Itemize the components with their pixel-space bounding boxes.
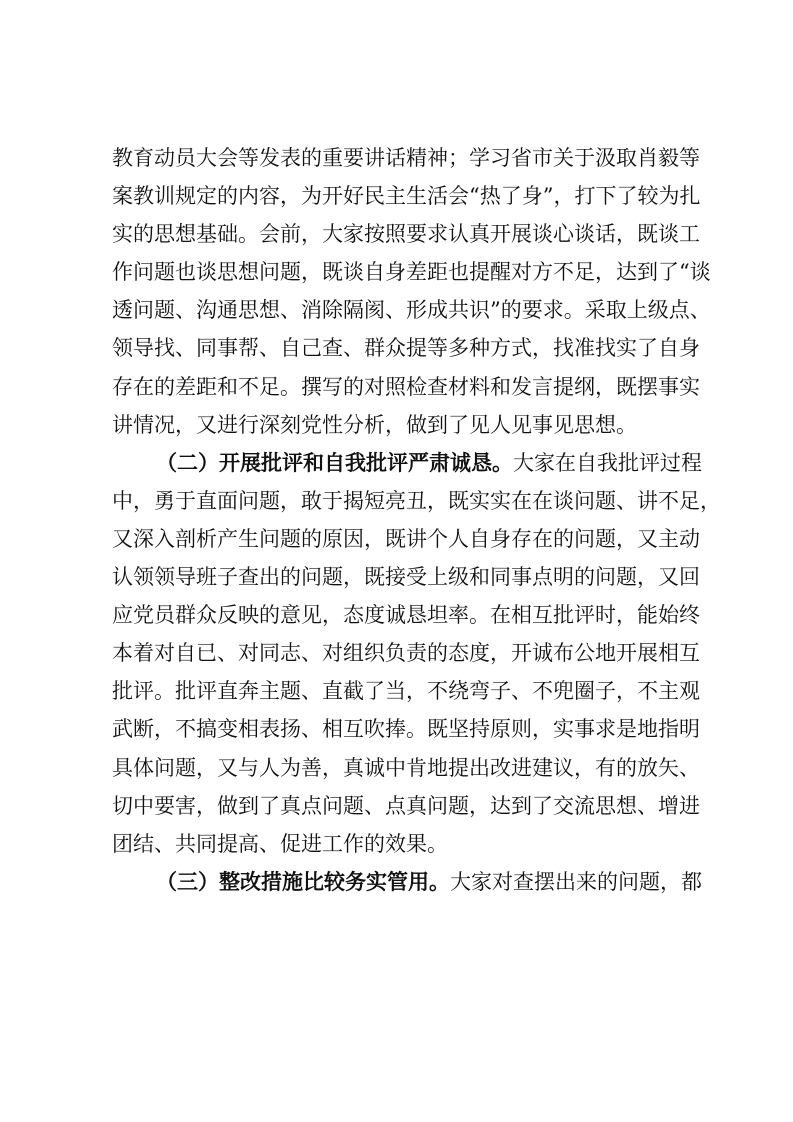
section-text: 大家对查摆出来的问题，都 (450, 869, 702, 894)
section-text: 大家在自我批评过程 (513, 450, 702, 475)
section-heading: （三）整改措施比较务实管用。 (156, 869, 450, 894)
section-first-line (112, 444, 702, 482)
text-line: 教育动员大会等发表的重要讲话精神；学习省市关于汲取肖毅等 (112, 146, 700, 170)
text-line: 作问题也谈思想问题，既谈自身差距也提醒对方不足，达到了“谈 (112, 260, 711, 285)
body-text (112, 139, 721, 901)
section-first-line (112, 863, 702, 901)
text-line: 批评。批评直奔主题、直截了当，不绕弯子、不兜圈子，不主观 (112, 679, 700, 704)
text-line: 应党员群众反映的意见，态度诚恳坦率。在相互批评时，能始终 (112, 603, 700, 628)
text-line: 具体问题，又与人为善，真诚中肯地提出改进建议，有的放矢、 (112, 755, 700, 780)
section-heading: （二）开展批评和自我批评严肃诚恳。 (156, 450, 513, 475)
text-line: 武断，不搞变相表扬、相互吹捧。既坚持原则，实事求是地指明 (112, 717, 700, 742)
text-line: 中，勇于直面问题，敢于揭短亮丑，既实实在在谈问题、讲不足， (112, 488, 721, 513)
text-line: 案教训规定的内容，为开好民主生活会“热了身”，打下了较为扎 (112, 184, 701, 209)
text-line: 团结、共同提高、促进工作的效果。 (112, 831, 448, 856)
text-line: 又深入剖析产生问题的原因，既讲个人自身存在的问题，又主动 (112, 526, 700, 551)
text-line: 领导找、同事帮、自己查、群众提等多种方式，找准找实了自身 (112, 336, 700, 361)
text-line: 实的思想基础。会前，大家按照要求认真开展谈心谈话，既谈工 (112, 222, 700, 247)
text-line: 认领领导班子查出的问题，既接受上级和同事点明的问题，又回 (112, 565, 700, 590)
text-line: 存在的差距和不足。撰写的对照检查材料和发言提纲，既摆事实 (112, 374, 700, 399)
text-line: 讲情况，又进行深刻党性分析，做到了见人见事见思想。 (112, 412, 637, 437)
text-line: 透问题、沟通思想、消除隔阂、形成共识”的要求。采取上级点、 (112, 298, 711, 323)
text-line: 本着对自已、对同志、对组织负责的态度，开诚布公地开展相互 (112, 641, 700, 666)
text-line: 切中要害，做到了真点问题、点真问题，达到了交流思想、增进 (112, 793, 700, 818)
